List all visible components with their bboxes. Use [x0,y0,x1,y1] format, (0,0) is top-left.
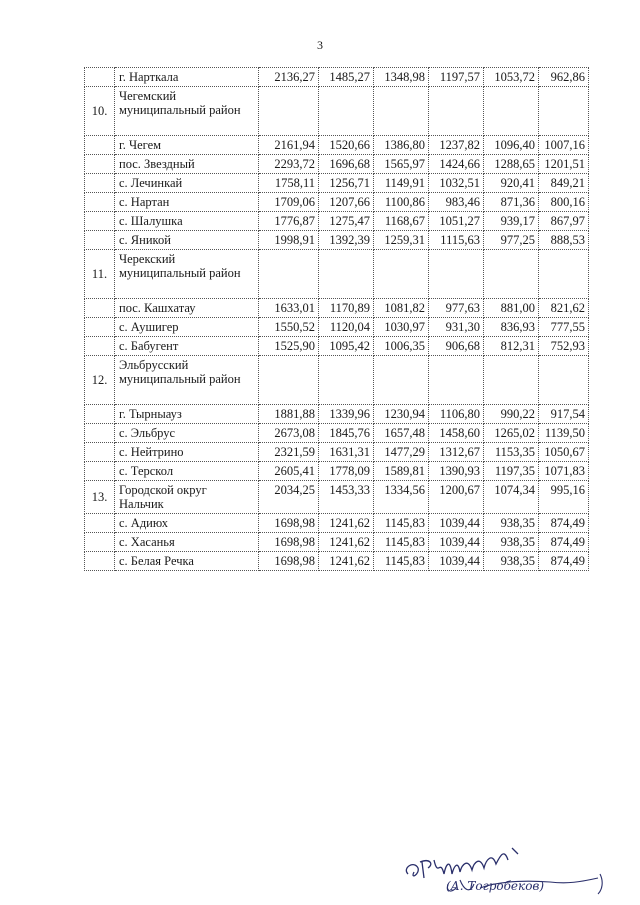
value-cell: 983,46 [429,193,484,212]
locality-name: с. Яникой [115,231,259,250]
value-cell [429,250,484,299]
locality-name: с. Эльбрус [115,424,259,443]
value-cell: 1778,09 [319,462,374,481]
value-cell: 752,93 [539,337,589,356]
value-cell: 1149,91 [374,174,429,193]
value-cell [374,87,429,136]
table-row [85,337,589,356]
table-row [85,424,589,443]
value-cell: 1424,66 [429,155,484,174]
value-cell: 2136,27 [259,68,319,87]
row-number [85,552,115,571]
value-cell: 1039,44 [429,514,484,533]
value-cell: 1145,83 [374,514,429,533]
value-cell: 867,97 [539,212,589,231]
value-cell: 1100,86 [374,193,429,212]
row-number [85,424,115,443]
value-cell: 1074,34 [484,481,539,514]
value-cell: 1071,83 [539,462,589,481]
value-cell: 1458,60 [429,424,484,443]
locality-name: с. Терскол [115,462,259,481]
value-cell: 1197,35 [484,462,539,481]
value-cell: 874,49 [539,533,589,552]
row-number [85,443,115,462]
value-cell: 1051,27 [429,212,484,231]
signature-name: (А. Тогробеков) [446,879,545,893]
value-cell: 938,35 [484,533,539,552]
value-cell: 939,17 [484,212,539,231]
value-cell [429,356,484,405]
value-cell: 1525,90 [259,337,319,356]
locality-name: Эльбрусский муниципальный район [115,356,259,405]
row-number [85,212,115,231]
value-cell: 1386,80 [374,136,429,155]
value-cell: 1007,16 [539,136,589,155]
row-number [85,68,115,87]
value-cell: 1312,67 [429,443,484,462]
value-cell: 1390,93 [429,462,484,481]
value-cell: 1115,63 [429,231,484,250]
value-cell: 1050,67 [539,443,589,462]
table-body [85,68,589,571]
group-row [85,250,589,299]
locality-name: г. Тырныауз [115,405,259,424]
value-cell: 2673,08 [259,424,319,443]
table-row [85,443,589,462]
value-cell: 1696,68 [319,155,374,174]
locality-name: с. Аушигер [115,318,259,337]
group-row [85,356,589,405]
table-row [85,405,589,424]
value-cell: 1197,57 [429,68,484,87]
row-number: 10. [85,87,115,136]
value-cell: 917,54 [539,405,589,424]
table-row [85,481,589,514]
table-row [85,462,589,481]
value-cell: 1145,83 [374,552,429,571]
row-number [85,136,115,155]
row-number [85,193,115,212]
table-row [85,514,589,533]
value-cell: 938,35 [484,514,539,533]
value-cell: 1998,91 [259,231,319,250]
locality-name: Черекский муниципальный район [115,250,259,299]
value-cell [319,250,374,299]
value-cell: 1207,66 [319,193,374,212]
value-cell: 881,00 [484,299,539,318]
value-cell: 1709,06 [259,193,319,212]
value-cell: 1698,98 [259,533,319,552]
value-cell: 995,16 [539,481,589,514]
row-number [85,299,115,318]
value-cell: 1453,33 [319,481,374,514]
value-cell: 812,31 [484,337,539,356]
value-cell: 1392,39 [319,231,374,250]
value-cell: 1237,82 [429,136,484,155]
locality-name: с. Нейтрино [115,443,259,462]
value-cell: 1170,89 [319,299,374,318]
row-number [85,337,115,356]
table-row [85,231,589,250]
locality-name: Чегемский муниципальный район [115,87,259,136]
value-cell: 1633,01 [259,299,319,318]
value-cell: 1758,11 [259,174,319,193]
value-cell: 1230,94 [374,405,429,424]
value-cell: 1631,31 [319,443,374,462]
value-cell: 977,25 [484,231,539,250]
value-cell: 1339,96 [319,405,374,424]
locality-name: с. Белая Речка [115,552,259,571]
value-cell: 1275,47 [319,212,374,231]
value-cell [259,87,319,136]
table-row [85,552,589,571]
row-number: 11. [85,250,115,299]
value-cell: 800,16 [539,193,589,212]
value-cell: 871,36 [484,193,539,212]
value-cell: 938,35 [484,552,539,571]
value-cell: 2605,41 [259,462,319,481]
value-cell: 1053,72 [484,68,539,87]
locality-name: с. Адиюх [115,514,259,533]
locality-name: пос. Кашхатау [115,299,259,318]
value-cell: 1241,62 [319,533,374,552]
value-cell: 1081,82 [374,299,429,318]
row-number [85,533,115,552]
value-cell [484,250,539,299]
value-cell [539,250,589,299]
value-cell: 2293,72 [259,155,319,174]
locality-name: с. Шалушка [115,212,259,231]
locality-name: с. Хасанья [115,533,259,552]
table-row [85,533,589,552]
value-cell: 1200,67 [429,481,484,514]
row-number [85,174,115,193]
value-cell: 777,55 [539,318,589,337]
locality-name: с. Бабугент [115,337,259,356]
locality-name: Городской округ Нальчик [115,481,259,514]
value-cell [374,250,429,299]
value-cell: 1485,27 [319,68,374,87]
value-cell: 1168,67 [374,212,429,231]
table-row [85,155,589,174]
table-row [85,318,589,337]
locality-name: г. Нарткала [115,68,259,87]
value-cell: 1256,71 [319,174,374,193]
value-cell: 1776,87 [259,212,319,231]
signature [400,838,620,898]
row-number [85,318,115,337]
value-cell [374,356,429,405]
value-cell: 1201,51 [539,155,589,174]
table-row [85,193,589,212]
value-cell: 1039,44 [429,533,484,552]
locality-name: с. Нартан [115,193,259,212]
value-cell: 821,62 [539,299,589,318]
value-cell: 2034,25 [259,481,319,514]
value-cell: 1520,66 [319,136,374,155]
value-cell: 1153,35 [484,443,539,462]
value-cell: 931,30 [429,318,484,337]
value-cell [539,356,589,405]
row-number: 13. [85,481,115,514]
value-cell: 1589,81 [374,462,429,481]
value-cell [484,87,539,136]
value-cell: 1039,44 [429,552,484,571]
value-cell: 2161,94 [259,136,319,155]
value-cell: 1698,98 [259,514,319,533]
value-cell: 1348,98 [374,68,429,87]
tariff-table [84,67,589,571]
row-number [85,462,115,481]
value-cell: 1334,56 [374,481,429,514]
value-cell: 1241,62 [319,552,374,571]
value-cell: 1845,76 [319,424,374,443]
value-cell: 874,49 [539,514,589,533]
value-cell: 1550,52 [259,318,319,337]
value-cell: 1139,50 [539,424,589,443]
table-row [85,136,589,155]
table-row [85,299,589,318]
value-cell: 2321,59 [259,443,319,462]
value-cell: 1145,83 [374,533,429,552]
value-cell: 1288,65 [484,155,539,174]
value-cell: 1095,42 [319,337,374,356]
value-cell [539,87,589,136]
row-number [85,514,115,533]
row-number [85,155,115,174]
value-cell: 836,93 [484,318,539,337]
group-row [85,87,589,136]
table-row [85,68,589,87]
value-cell [429,87,484,136]
value-cell: 849,21 [539,174,589,193]
value-cell: 1241,62 [319,514,374,533]
value-cell [259,250,319,299]
table-row [85,212,589,231]
signature-image [400,838,620,898]
locality-name: пос. Звездный [115,155,259,174]
value-cell: 888,53 [539,231,589,250]
value-cell: 1657,48 [374,424,429,443]
value-cell: 920,41 [484,174,539,193]
value-cell: 1259,31 [374,231,429,250]
value-cell [259,356,319,405]
value-cell: 1106,80 [429,405,484,424]
value-cell: 1881,88 [259,405,319,424]
row-number: 12. [85,356,115,405]
value-cell: 1006,35 [374,337,429,356]
value-cell: 1477,29 [374,443,429,462]
row-number [85,405,115,424]
value-cell: 1120,04 [319,318,374,337]
value-cell: 1265,02 [484,424,539,443]
value-cell: 1565,97 [374,155,429,174]
page-number: 3 [317,38,323,52]
value-cell: 1030,97 [374,318,429,337]
value-cell: 990,22 [484,405,539,424]
value-cell: 1698,98 [259,552,319,571]
value-cell [319,87,374,136]
value-cell [484,356,539,405]
locality-name: с. Лечинкай [115,174,259,193]
row-number [85,231,115,250]
value-cell: 962,86 [539,68,589,87]
value-cell: 906,68 [429,337,484,356]
value-cell: 874,49 [539,552,589,571]
value-cell [319,356,374,405]
table-row [85,174,589,193]
locality-name: г. Чегем [115,136,259,155]
value-cell: 977,63 [429,299,484,318]
value-cell: 1096,40 [484,136,539,155]
value-cell: 1032,51 [429,174,484,193]
